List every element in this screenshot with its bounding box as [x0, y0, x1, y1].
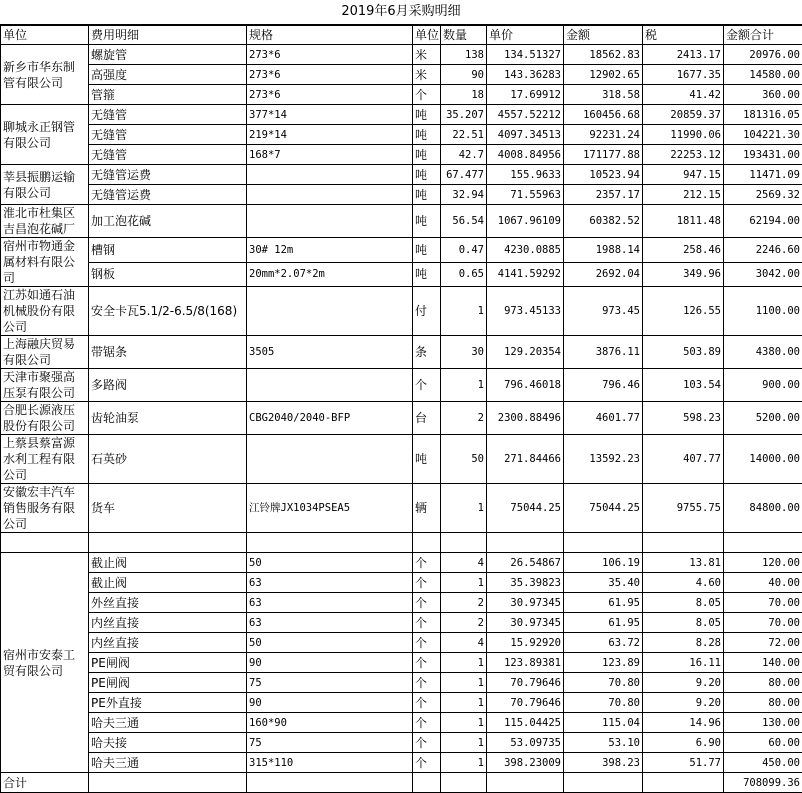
- price-cell[interactable]: 26.54867: [487, 553, 564, 573]
- spec-cell[interactable]: 160*90: [247, 713, 413, 733]
- total-cell[interactable]: 5200.00: [724, 402, 802, 435]
- price-cell[interactable]: 70.79646: [487, 673, 564, 693]
- amount-cell[interactable]: 60382.52: [564, 205, 643, 238]
- spec-cell[interactable]: 30# 12m: [247, 238, 413, 263]
- sheet-title: 2019年6月采购明细: [0, 0, 802, 25]
- tax-cell[interactable]: 16.11: [643, 653, 724, 673]
- spec-cell[interactable]: 75: [247, 733, 413, 753]
- price-cell[interactable]: 123.89381: [487, 653, 564, 673]
- unit-cell[interactable]: 吨: [413, 262, 441, 287]
- unit-cell[interactable]: 吨: [413, 165, 441, 185]
- total-cell[interactable]: 3042.00: [724, 262, 802, 287]
- item-cell[interactable]: 货车: [89, 484, 247, 533]
- price-cell[interactable]: 398.23009: [487, 753, 564, 773]
- spec-cell[interactable]: 63: [247, 573, 413, 593]
- unit-cell[interactable]: 台: [413, 402, 441, 435]
- item-cell[interactable]: 哈夫三通: [89, 753, 247, 773]
- item-cell[interactable]: 管箍: [89, 85, 247, 105]
- supplier-cell[interactable]: 宿州市物通金属材料有限公司: [1, 238, 89, 287]
- total-cell[interactable]: 900.00: [724, 369, 802, 402]
- price-cell[interactable]: 53.09735: [487, 733, 564, 753]
- spec-cell[interactable]: [247, 435, 413, 484]
- table-row: [1, 105, 802, 125]
- qty-cell[interactable]: 4: [441, 553, 487, 573]
- total-cell[interactable]: 80.00: [724, 693, 802, 713]
- table-row: [1, 238, 802, 263]
- spec-cell[interactable]: 219*14: [247, 125, 413, 145]
- qty-cell[interactable]: 2: [441, 593, 487, 613]
- qty-cell[interactable]: 32.94: [441, 185, 487, 205]
- qty-cell[interactable]: 4: [441, 633, 487, 653]
- table-row: [1, 693, 802, 713]
- tax-cell[interactable]: 51.77: [643, 753, 724, 773]
- table-row: [1, 633, 802, 653]
- item-cell[interactable]: 加工泡花碱: [89, 205, 247, 238]
- qty-cell[interactable]: 30: [441, 336, 487, 369]
- unit-cell[interactable]: 吨: [413, 125, 441, 145]
- amount-cell[interactable]: 70.80: [564, 673, 643, 693]
- spec-cell[interactable]: 75: [247, 673, 413, 693]
- unit-cell[interactable]: 个: [413, 369, 441, 402]
- amount-cell[interactable]: 398.23: [564, 753, 643, 773]
- total-cell[interactable]: 193431.00: [724, 145, 802, 165]
- amount-cell[interactable]: 115.04: [564, 713, 643, 733]
- item-cell[interactable]: 哈夫三通: [89, 713, 247, 733]
- amount-cell[interactable]: 2357.17: [564, 185, 643, 205]
- total-cell[interactable]: 60.00: [724, 733, 802, 753]
- table-row: [1, 733, 802, 753]
- item-cell[interactable]: 无缝管: [89, 125, 247, 145]
- unit-cell[interactable]: 个: [413, 573, 441, 593]
- tax-cell[interactable]: 20859.37: [643, 105, 724, 125]
- table-row: [1, 205, 802, 238]
- amount-cell[interactable]: 171177.88: [564, 145, 643, 165]
- amount-cell[interactable]: 10523.94: [564, 165, 643, 185]
- spec-cell[interactable]: 20mm*2.07*2m: [247, 262, 413, 287]
- unit-cell[interactable]: 个: [413, 593, 441, 613]
- spec-cell[interactable]: [247, 205, 413, 238]
- price-cell[interactable]: 4097.34513: [487, 125, 564, 145]
- price-cell[interactable]: 143.36283: [487, 65, 564, 85]
- price-cell[interactable]: 35.39823: [487, 573, 564, 593]
- grand-total: 708099.36: [724, 773, 802, 793]
- total-cell[interactable]: 70.00: [724, 593, 802, 613]
- spec-cell[interactable]: 377*14: [247, 105, 413, 125]
- amount-cell[interactable]: 18562.83: [564, 45, 643, 65]
- spec-cell[interactable]: 90: [247, 693, 413, 713]
- total-row: [1, 773, 802, 793]
- qty-cell[interactable]: 1: [441, 733, 487, 753]
- col-header: 金额合计: [724, 26, 802, 45]
- item-cell[interactable]: 石英砂: [89, 435, 247, 484]
- price-cell[interactable]: 71.55963: [487, 185, 564, 205]
- price-cell[interactable]: 4008.84956: [487, 145, 564, 165]
- unit-cell[interactable]: 个: [413, 633, 441, 653]
- col-header: 单价: [487, 26, 564, 45]
- item-cell[interactable]: 无缝管运费: [89, 165, 247, 185]
- qty-cell[interactable]: 1: [441, 673, 487, 693]
- header-row: [1, 26, 802, 45]
- supplier-cell[interactable]: 淮北市杜集区吉昌泡花碱厂: [1, 205, 89, 238]
- item-cell[interactable]: 内丝直接: [89, 613, 247, 633]
- spec-cell[interactable]: 50: [247, 553, 413, 573]
- table-row: [1, 435, 802, 484]
- spec-cell[interactable]: [247, 369, 413, 402]
- tax-cell[interactable]: 947.15: [643, 165, 724, 185]
- table-row: [1, 653, 802, 673]
- amount-cell[interactable]: 106.19: [564, 553, 643, 573]
- tax-cell[interactable]: 212.15: [643, 185, 724, 205]
- price-cell[interactable]: 30.97345: [487, 593, 564, 613]
- item-cell[interactable]: 螺旋管: [89, 45, 247, 65]
- table-row: [1, 45, 802, 65]
- blank-row: [1, 533, 802, 553]
- price-cell[interactable]: 17.69912: [487, 85, 564, 105]
- spec-cell[interactable]: [247, 287, 413, 336]
- table-row: [1, 613, 802, 633]
- col-header: 数量: [441, 26, 487, 45]
- amount-cell[interactable]: 61.95: [564, 593, 643, 613]
- total-cell[interactable]: 450.00: [724, 753, 802, 773]
- amount-cell[interactable]: 61.95: [564, 613, 643, 633]
- price-cell[interactable]: 973.45133: [487, 287, 564, 336]
- price-cell[interactable]: 4557.52212: [487, 105, 564, 125]
- total-cell[interactable]: 2569.32: [724, 185, 802, 205]
- qty-cell[interactable]: 1: [441, 287, 487, 336]
- col-header: 单位: [413, 26, 441, 45]
- amount-cell[interactable]: 123.89: [564, 653, 643, 673]
- spec-cell[interactable]: 168*7: [247, 145, 413, 165]
- total-cell[interactable]: 80.00: [724, 673, 802, 693]
- table-body: [1, 45, 802, 773]
- total-cell[interactable]: 14000.00: [724, 435, 802, 484]
- item-cell[interactable]: 截止阀: [89, 573, 247, 593]
- table-row: [1, 753, 802, 773]
- tax-cell[interactable]: 258.46: [643, 238, 724, 263]
- price-cell[interactable]: 796.46018: [487, 369, 564, 402]
- table-row: [1, 593, 802, 613]
- item-cell[interactable]: 齿轮油泵: [89, 402, 247, 435]
- total-cell[interactable]: 360.00: [724, 85, 802, 105]
- tax-cell[interactable]: 9.20: [643, 693, 724, 713]
- qty-cell[interactable]: 22.51: [441, 125, 487, 145]
- total-cell[interactable]: 104221.30: [724, 125, 802, 145]
- tax-cell[interactable]: 9755.75: [643, 484, 724, 533]
- unit-cell[interactable]: 个: [413, 613, 441, 633]
- price-cell[interactable]: 2300.88496: [487, 402, 564, 435]
- table-row: [1, 165, 802, 185]
- unit-cell[interactable]: 付: [413, 287, 441, 336]
- tax-cell[interactable]: 6.90: [643, 733, 724, 753]
- table-row: [1, 262, 802, 287]
- price-cell[interactable]: 70.79646: [487, 693, 564, 713]
- unit-cell[interactable]: 米: [413, 65, 441, 85]
- item-cell[interactable]: PE外直接: [89, 693, 247, 713]
- qty-cell[interactable]: 50: [441, 435, 487, 484]
- supplier-cell[interactable]: 上海融庆贸易有限公司: [1, 336, 89, 369]
- tax-cell[interactable]: 598.23: [643, 402, 724, 435]
- price-cell[interactable]: 15.92920: [487, 633, 564, 653]
- item-cell[interactable]: 高强度: [89, 65, 247, 85]
- table-row: [1, 573, 802, 593]
- qty-cell[interactable]: 56.54: [441, 205, 487, 238]
- amount-cell[interactable]: 92231.24: [564, 125, 643, 145]
- qty-cell[interactable]: 1: [441, 573, 487, 593]
- qty-cell[interactable]: 1: [441, 693, 487, 713]
- unit-cell[interactable]: 吨: [413, 205, 441, 238]
- total-cell[interactable]: 84800.00: [724, 484, 802, 533]
- tax-cell[interactable]: 14.96: [643, 713, 724, 733]
- amount-cell[interactable]: 35.40: [564, 573, 643, 593]
- unit-cell[interactable]: 个: [413, 553, 441, 573]
- spec-cell[interactable]: CBG2040/2040-BFP: [247, 402, 413, 435]
- table-row: [1, 287, 802, 336]
- unit-cell[interactable]: 个: [413, 653, 441, 673]
- total-cell[interactable]: 72.00: [724, 633, 802, 653]
- table-row: [1, 402, 802, 435]
- item-cell[interactable]: 无缝管: [89, 145, 247, 165]
- amount-cell[interactable]: 1988.14: [564, 238, 643, 263]
- qty-cell[interactable]: 18: [441, 85, 487, 105]
- item-cell[interactable]: 带锯条: [89, 336, 247, 369]
- item-cell[interactable]: 多路阀: [89, 369, 247, 402]
- price-cell[interactable]: 271.84466: [487, 435, 564, 484]
- unit-cell[interactable]: 吨: [413, 435, 441, 484]
- unit-cell[interactable]: 个: [413, 673, 441, 693]
- tax-cell[interactable]: 8.05: [643, 593, 724, 613]
- qty-cell[interactable]: 2: [441, 402, 487, 435]
- price-cell[interactable]: 4230.0885: [487, 238, 564, 263]
- unit-cell[interactable]: 吨: [413, 238, 441, 263]
- total-cell[interactable]: 70.00: [724, 613, 802, 633]
- price-cell[interactable]: 1067.96109: [487, 205, 564, 238]
- total-cell[interactable]: 11471.09: [724, 165, 802, 185]
- supplier-cell[interactable]: 莘县振鹏运输有限公司: [1, 165, 89, 205]
- amount-cell[interactable]: 796.46: [564, 369, 643, 402]
- supplier-cell[interactable]: 上蔡县蔡富源水利工程有限公司: [1, 435, 89, 484]
- table-row: [1, 185, 802, 205]
- amount-cell[interactable]: 63.72: [564, 633, 643, 653]
- unit-cell[interactable]: 米: [413, 45, 441, 65]
- unit-cell[interactable]: 个: [413, 733, 441, 753]
- purchase-table: [0, 25, 802, 793]
- item-cell[interactable]: PE闸阀: [89, 653, 247, 673]
- amount-cell[interactable]: 4601.77: [564, 402, 643, 435]
- table-row: [1, 553, 802, 573]
- total-cell[interactable]: 4380.00: [724, 336, 802, 369]
- tax-cell[interactable]: 126.55: [643, 287, 724, 336]
- supplier-cell[interactable]: 天津市聚强高压泵有限公司: [1, 369, 89, 402]
- total-cell[interactable]: 140.00: [724, 653, 802, 673]
- tax-cell[interactable]: 9.20: [643, 673, 724, 693]
- spec-cell[interactable]: 63: [247, 613, 413, 633]
- spec-cell[interactable]: 50: [247, 633, 413, 653]
- supplier-cell[interactable]: 新乡市华东制管有限公司: [1, 45, 89, 105]
- supplier-cell[interactable]: 江苏如通石油机械股份有限公司: [1, 287, 89, 336]
- amount-cell[interactable]: 70.80: [564, 693, 643, 713]
- total-cell[interactable]: 130.00: [724, 713, 802, 733]
- col-header: 规格: [247, 26, 413, 45]
- qty-cell[interactable]: 0.47: [441, 238, 487, 263]
- unit-cell[interactable]: 个: [413, 713, 441, 733]
- qty-cell[interactable]: 90: [441, 65, 487, 85]
- tax-cell[interactable]: 22253.12: [643, 145, 724, 165]
- item-cell[interactable]: 安全卡瓦5.1/2-6.5/8(168): [89, 287, 247, 336]
- total-cell[interactable]: 40.00: [724, 573, 802, 593]
- tax-cell[interactable]: 1677.35: [643, 65, 724, 85]
- tax-cell[interactable]: 13.81: [643, 553, 724, 573]
- qty-cell[interactable]: 138: [441, 45, 487, 65]
- item-cell[interactable]: PE闸阀: [89, 673, 247, 693]
- qty-cell[interactable]: 67.477: [441, 165, 487, 185]
- table-row: [1, 369, 802, 402]
- qty-cell[interactable]: 1: [441, 369, 487, 402]
- total-label: 合计: [1, 773, 89, 793]
- table-row: [1, 336, 802, 369]
- table-row: [1, 713, 802, 733]
- amount-cell[interactable]: 160456.68: [564, 105, 643, 125]
- price-cell[interactable]: 30.97345: [487, 613, 564, 633]
- total-cell[interactable]: 181316.05: [724, 105, 802, 125]
- col-header: 金额: [564, 26, 643, 45]
- total-cell[interactable]: 62194.00: [724, 205, 802, 238]
- supplier-cell[interactable]: 合肥长源液压股份有限公司: [1, 402, 89, 435]
- unit-cell[interactable]: 个: [413, 753, 441, 773]
- amount-cell[interactable]: 2692.04: [564, 262, 643, 287]
- supplier-cell[interactable]: 宿州市安泰工贸有限公司: [1, 553, 89, 773]
- item-cell[interactable]: 截止阀: [89, 553, 247, 573]
- amount-cell[interactable]: 12902.65: [564, 65, 643, 85]
- amount-cell[interactable]: 75044.25: [564, 484, 643, 533]
- col-header: 税: [643, 26, 724, 45]
- item-cell[interactable]: 无缝管: [89, 105, 247, 125]
- tax-cell[interactable]: 407.77: [643, 435, 724, 484]
- amount-cell[interactable]: 53.10: [564, 733, 643, 753]
- tax-cell[interactable]: 8.28: [643, 633, 724, 653]
- supplier-cell[interactable]: 聊城永正钢管有限公司: [1, 105, 89, 165]
- spec-cell[interactable]: 63: [247, 593, 413, 613]
- amount-cell[interactable]: 3876.11: [564, 336, 643, 369]
- spec-cell[interactable]: 江铃牌JX1034PSEA5: [247, 484, 413, 533]
- amount-cell[interactable]: 13592.23: [564, 435, 643, 484]
- unit-cell[interactable]: 个: [413, 693, 441, 713]
- price-cell[interactable]: 115.04425: [487, 713, 564, 733]
- total-cell[interactable]: 120.00: [724, 553, 802, 573]
- price-cell[interactable]: 155.9633: [487, 165, 564, 185]
- unit-cell[interactable]: 个: [413, 85, 441, 105]
- tax-cell[interactable]: 41.42: [643, 85, 724, 105]
- spec-cell[interactable]: 3505: [247, 336, 413, 369]
- tax-cell[interactable]: 11990.06: [643, 125, 724, 145]
- spec-cell[interactable]: 273*6: [247, 45, 413, 65]
- unit-cell[interactable]: 吨: [413, 145, 441, 165]
- table-row: [1, 673, 802, 693]
- table-row: [1, 484, 802, 533]
- unit-cell[interactable]: 条: [413, 336, 441, 369]
- price-cell[interactable]: 75044.25: [487, 484, 564, 533]
- qty-cell[interactable]: 1: [441, 713, 487, 733]
- total-cell[interactable]: 1100.00: [724, 287, 802, 336]
- total-cell[interactable]: 2246.60: [724, 238, 802, 263]
- item-cell[interactable]: 内丝直接: [89, 633, 247, 653]
- amount-cell[interactable]: 973.45: [564, 287, 643, 336]
- item-cell[interactable]: 哈夫接: [89, 733, 247, 753]
- spec-cell[interactable]: 315*110: [247, 753, 413, 773]
- item-cell[interactable]: 槽钢: [89, 238, 247, 263]
- qty-cell[interactable]: 42.7: [441, 145, 487, 165]
- qty-cell[interactable]: 1: [441, 753, 487, 773]
- tax-cell[interactable]: 349.96: [643, 262, 724, 287]
- table-row: [1, 145, 802, 165]
- tax-cell[interactable]: 103.54: [643, 369, 724, 402]
- total-cell[interactable]: 14580.00: [724, 65, 802, 85]
- tax-cell[interactable]: 1811.48: [643, 205, 724, 238]
- spec-cell[interactable]: 273*6: [247, 85, 413, 105]
- price-cell[interactable]: 4141.59292: [487, 262, 564, 287]
- tax-cell[interactable]: 4.60: [643, 573, 724, 593]
- total-cell[interactable]: 20976.00: [724, 45, 802, 65]
- spec-cell[interactable]: [247, 165, 413, 185]
- table-row: [1, 85, 802, 105]
- qty-cell[interactable]: 0.65: [441, 262, 487, 287]
- price-cell[interactable]: 129.20354: [487, 336, 564, 369]
- table-row: [1, 65, 802, 85]
- unit-cell[interactable]: 吨: [413, 105, 441, 125]
- tax-cell[interactable]: 8.05: [643, 613, 724, 633]
- qty-cell[interactable]: 2: [441, 613, 487, 633]
- col-header: 单位: [1, 26, 89, 45]
- table-row: [1, 125, 802, 145]
- spec-cell[interactable]: [247, 185, 413, 205]
- price-cell[interactable]: 134.51327: [487, 45, 564, 65]
- unit-cell[interactable]: 吨: [413, 185, 441, 205]
- qty-cell[interactable]: 1: [441, 484, 487, 533]
- qty-cell[interactable]: 1: [441, 653, 487, 673]
- amount-cell[interactable]: 318.58: [564, 85, 643, 105]
- spec-cell[interactable]: 273*6: [247, 65, 413, 85]
- tax-cell[interactable]: 2413.17: [643, 45, 724, 65]
- item-cell[interactable]: 无缝管运费: [89, 185, 247, 205]
- supplier-cell[interactable]: 安徽宏丰汽车销售服务有限公司: [1, 484, 89, 533]
- unit-cell[interactable]: 辆: [413, 484, 441, 533]
- spec-cell[interactable]: 90: [247, 653, 413, 673]
- qty-cell[interactable]: 35.207: [441, 105, 487, 125]
- item-cell[interactable]: 外丝直接: [89, 593, 247, 613]
- tax-cell[interactable]: 503.89: [643, 336, 724, 369]
- item-cell[interactable]: 钢板: [89, 262, 247, 287]
- col-header: 费用明细: [89, 26, 247, 45]
